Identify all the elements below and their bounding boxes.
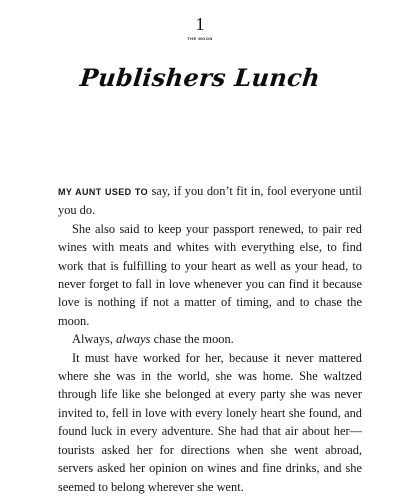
lead-in-smallcaps: MY AUNT USED TO xyxy=(58,187,148,197)
paragraph-3-end: chase the moon. xyxy=(150,332,234,347)
body-text xyxy=(58,182,362,496)
paragraph-2: She also said to keep your passport renewed, to pair red wines with meats and whites with everything else, to find work that is fulfilling to your heart as well as your head, to never forget to fall in love whenever you can find it because love is nothing if not a matter of timing, and to chase the moon. xyxy=(58,221,362,328)
chapter-label: THE MOON xyxy=(187,36,213,41)
chapter-number: 1 xyxy=(195,14,205,34)
paragraph-3-start: Always, xyxy=(72,332,117,347)
paragraph-3-emphasis: always xyxy=(116,332,151,347)
paragraph-3 xyxy=(58,330,362,348)
paragraph-1 xyxy=(58,182,362,220)
paragraph-4: It must have worked for her, because it never mattered where she was in the world, she was home. She waltzed through life like she belonged at every party she was never invited to, fell in love with every lonely heart she found, and found luck in every adventure. She had that air about her—tourists asked her for directions when she went abroad, servers asked her opinion on wines and fine drinks, and she seemed to belong wherever she went. xyxy=(58,350,362,494)
chapter-title: Publishers Lunch xyxy=(78,63,322,92)
paragraph-1-text: say, if you don’t fit in, fool everyone until you do. xyxy=(58,184,362,218)
